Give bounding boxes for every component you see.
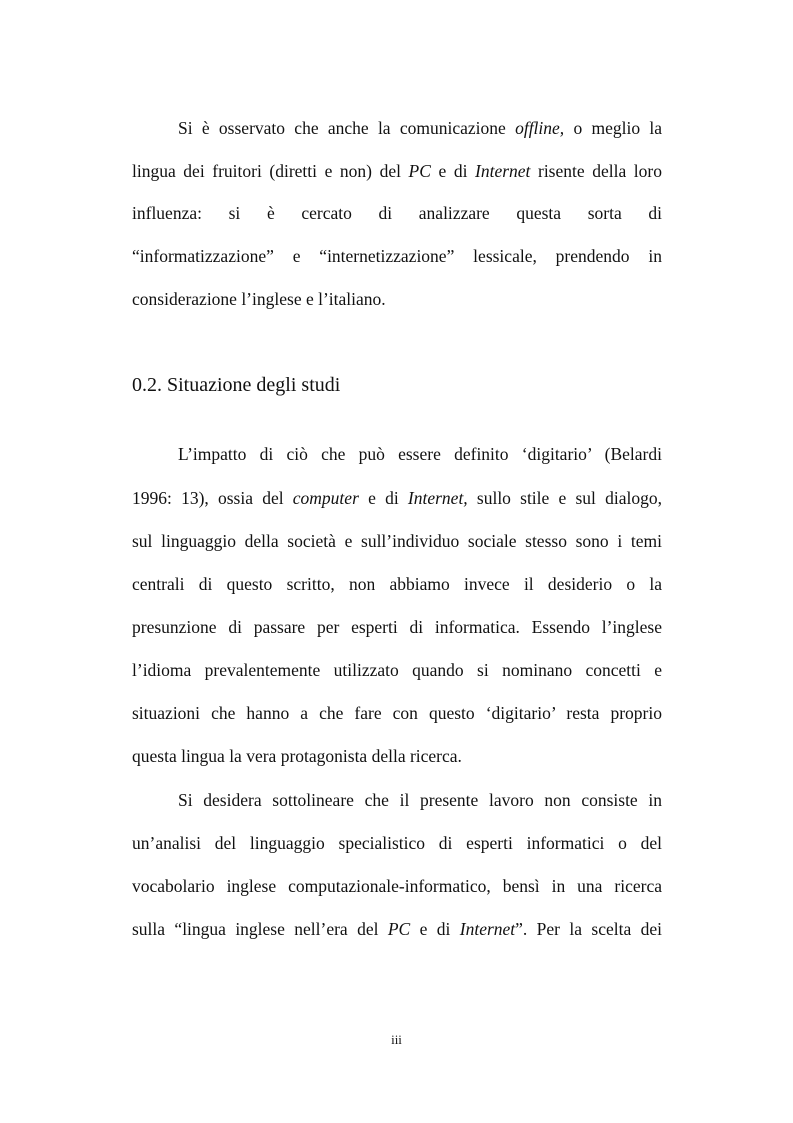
text-run: sullo stile e sul dialogo, bbox=[467, 488, 662, 508]
page-number: iii bbox=[391, 1032, 402, 1047]
italic-run: computer bbox=[292, 488, 359, 508]
text-run: lingua dei fruitori (diretti e non) del bbox=[132, 161, 409, 181]
paragraph-line: influenza: si è cercato di analizzare questa sorta di bbox=[132, 203, 662, 223]
paragraph-line: considerazione l’inglese e l’italiano. bbox=[132, 289, 386, 309]
italic-run: Internet bbox=[475, 161, 531, 181]
paragraph-line bbox=[132, 117, 662, 139]
paragraph-line: l’idioma prevalentemente utilizzato quando si nominano concetti e bbox=[132, 660, 662, 680]
paragraph-line: sul linguaggio della società e sull’individuo sociale stesso sono i temi bbox=[132, 531, 662, 551]
text-run: 1996: 13), ossia del bbox=[132, 488, 293, 508]
text-run: risente della loro bbox=[530, 161, 662, 181]
text-run: Si è osservato che anche la comunicazione bbox=[178, 118, 516, 138]
italic-run: Internet bbox=[459, 919, 516, 939]
paragraph-line: “informatizzazione” e “internetizzazione” lessicale, prendendo in bbox=[132, 246, 662, 266]
paragraph-line: questa lingua la vera protagonista della ricerca. bbox=[132, 746, 462, 766]
text-run: e di bbox=[358, 488, 408, 508]
paragraph-line: situazioni che hanno a che fare con questo ‘digitario’ resta proprio bbox=[132, 703, 662, 723]
paragraph-line bbox=[132, 918, 662, 940]
paragraph-line: vocabolario inglese computazionale-informatico, bensì in una ricerca bbox=[132, 876, 662, 896]
paragraph-line bbox=[132, 487, 662, 509]
italic-run: Internet, bbox=[407, 488, 468, 508]
paragraph-line: un’analisi del linguaggio specialistico di esperti informatici o del bbox=[132, 833, 662, 853]
text-run: ”. Per la scelta dei bbox=[515, 919, 662, 939]
section-heading: 0.2. Situazione degli studi bbox=[132, 374, 341, 396]
paragraph-line: Si desidera sottolineare che il presente lavoro non consiste in bbox=[178, 790, 662, 810]
text-run: e di bbox=[410, 919, 460, 939]
italic-run: PC bbox=[408, 161, 431, 181]
paragraph-line: centrali di questo scritto, non abbiamo invece il desiderio o la bbox=[132, 574, 662, 594]
italic-run: PC bbox=[387, 919, 411, 939]
paragraph-line: L’impatto di ciò che può essere definito ‘digitario’ (Belardi bbox=[178, 444, 662, 464]
text-run: o meglio la bbox=[564, 118, 662, 138]
italic-run: offline, bbox=[515, 118, 565, 138]
paragraph-line bbox=[132, 160, 662, 182]
text-run: e di bbox=[430, 161, 476, 181]
paragraph-line: presunzione di passare per esperti di informatica. Essendo l’inglese bbox=[132, 617, 662, 637]
text-run: sulla “lingua inglese nell’era del bbox=[132, 919, 388, 939]
